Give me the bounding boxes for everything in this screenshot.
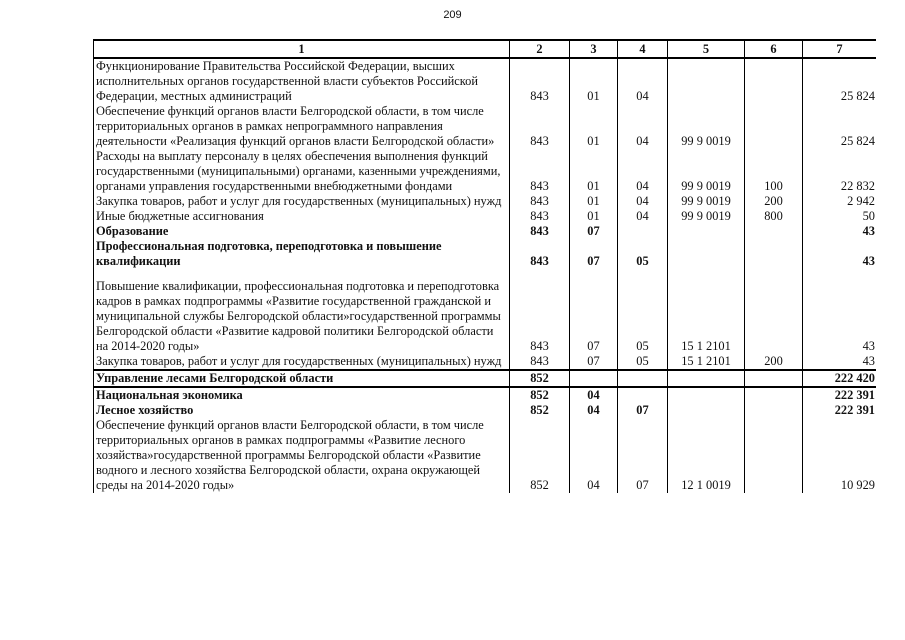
- row-col4-cell: 05: [618, 269, 668, 354]
- row-name-cell: Профессиональная подготовка, переподготовка и повышение квалификации: [94, 239, 510, 269]
- table-row: [94, 104, 877, 149]
- row-col5-cell: 99 9 0019: [668, 209, 745, 224]
- row-col3-cell: [570, 370, 618, 387]
- row-col2-cell: 843: [510, 104, 570, 149]
- row-col4-cell: 04: [618, 209, 668, 224]
- row-col5-cell: 15 1 2101: [668, 269, 745, 354]
- row-col2-cell: 843: [510, 224, 570, 239]
- row-col3-cell: 07: [570, 269, 618, 354]
- row-col2-cell: 852: [510, 387, 570, 403]
- table-row: [94, 387, 877, 403]
- row-col6-cell: [745, 269, 803, 354]
- row-col5-cell: 99 9 0019: [668, 149, 745, 194]
- row-col2-cell: 843: [510, 149, 570, 194]
- row-col3-cell: 01: [570, 104, 618, 149]
- table-row: [94, 403, 877, 418]
- table-row: [94, 418, 877, 493]
- row-col3-cell: 04: [570, 418, 618, 493]
- row-amount-cell: 2 942: [803, 194, 877, 209]
- row-name-cell: Расходы на выплату персоналу в целях обеспечения выполнения функций государственными (муниципальными) органами, казенными учреждениями, органами управления государственными внебюджетными фондами: [94, 149, 510, 194]
- row-amount-cell: 22 832: [803, 149, 877, 194]
- row-col2-cell: 852: [510, 418, 570, 493]
- row-col5-cell: 15 1 2101: [668, 354, 745, 370]
- budget-table-container: [93, 39, 876, 609]
- table-header-row: [94, 40, 877, 58]
- page-number: 209: [443, 9, 462, 21]
- table-row: [94, 224, 877, 239]
- row-col6-cell: [745, 370, 803, 387]
- row-col6-cell: [745, 58, 803, 104]
- row-col5-cell: [668, 239, 745, 269]
- row-col4-cell: 04: [618, 149, 668, 194]
- row-col3-cell: 01: [570, 58, 618, 104]
- row-col6-cell: [745, 239, 803, 269]
- row-name-cell: Управление лесами Белгородской области: [94, 370, 510, 387]
- row-col2-cell: 843: [510, 269, 570, 354]
- row-col5-cell: [668, 224, 745, 239]
- row-col4-cell: 07: [618, 418, 668, 493]
- table-row: [94, 354, 877, 370]
- row-col6-cell: 200: [745, 194, 803, 209]
- row-col3-cell: 01: [570, 149, 618, 194]
- row-col4-cell: [618, 370, 668, 387]
- row-col3-cell: 07: [570, 354, 618, 370]
- row-amount-cell: 43: [803, 354, 877, 370]
- row-col6-cell: [745, 403, 803, 418]
- row-col4-cell: 05: [618, 239, 668, 269]
- row-col2-cell: 843: [510, 209, 570, 224]
- row-col6-cell: [745, 387, 803, 403]
- row-amount-cell: 50: [803, 209, 877, 224]
- column-header-1: 1: [94, 40, 510, 58]
- row-amount-cell: 222 391: [803, 387, 877, 403]
- row-amount-cell: 25 824: [803, 58, 877, 104]
- row-name-cell: Лесное хозяйство: [94, 403, 510, 418]
- row-amount-cell: 222 391: [803, 403, 877, 418]
- row-col3-cell: 01: [570, 194, 618, 209]
- row-amount-cell: 25 824: [803, 104, 877, 149]
- row-col2-cell: 843: [510, 354, 570, 370]
- row-col3-cell: 01: [570, 209, 618, 224]
- table-row: [94, 239, 877, 269]
- row-col3-cell: 04: [570, 403, 618, 418]
- row-col5-cell: 99 9 0019: [668, 104, 745, 149]
- row-name-cell: Функционирование Правительства Российской Федерации, высших исполнительных органов государственной власти субъектов Российской Федерации, местных администраций: [94, 58, 510, 104]
- row-col6-cell: [745, 418, 803, 493]
- row-amount-cell: 43: [803, 224, 877, 239]
- row-name-cell: Закупка товаров, работ и услуг для государственных (муниципальных) нужд: [94, 354, 510, 370]
- row-name-cell: Повышение квалификации, профессиональная подготовка и переподготовка кадров в рамках подпрограммы «Развитие государственной гражданской и муниципальной службы Белгородской области»государственной программы Белгородской области «Развитие кадровой политики Белгородской области на 2014-2020 годы»: [94, 269, 510, 354]
- row-col5-cell: [668, 403, 745, 418]
- table-row: [94, 269, 877, 354]
- table-row: [94, 370, 877, 387]
- column-header-5: 5: [668, 40, 745, 58]
- row-col4-cell: 05: [618, 354, 668, 370]
- column-header-4: 4: [618, 40, 668, 58]
- row-col2-cell: 843: [510, 239, 570, 269]
- row-col5-cell: [668, 58, 745, 104]
- row-col3-cell: 07: [570, 239, 618, 269]
- row-col5-cell: 99 9 0019: [668, 194, 745, 209]
- row-col4-cell: [618, 224, 668, 239]
- column-header-3: 3: [570, 40, 618, 58]
- row-col3-cell: 07: [570, 224, 618, 239]
- table-row: [94, 209, 877, 224]
- row-col4-cell: 04: [618, 104, 668, 149]
- row-col2-cell: 843: [510, 194, 570, 209]
- row-col2-cell: 852: [510, 403, 570, 418]
- row-amount-cell: 43: [803, 239, 877, 269]
- row-col6-cell: [745, 224, 803, 239]
- row-col2-cell: 852: [510, 370, 570, 387]
- row-col6-cell: 200: [745, 354, 803, 370]
- row-amount-cell: 222 420: [803, 370, 877, 387]
- row-col4-cell: 04: [618, 58, 668, 104]
- column-header-2: 2: [510, 40, 570, 58]
- row-col4-cell: 07: [618, 403, 668, 418]
- row-name-cell: Обеспечение функций органов власти Белгородской области, в том числе территориальных органов в рамках подпрограммы «Развитие лесного хозяйства»государственной программы Белгородской области «Развитие водного и лесного хозяйства Белгородской области, охрана окружающей среды на 2014-2020 годы»: [94, 418, 510, 493]
- row-col4-cell: 04: [618, 194, 668, 209]
- column-header-7: 7: [803, 40, 877, 58]
- row-name-cell: Обеспечение функций органов власти Белгородской области, в том числе территориальных органов в рамках непрограммного направления деятельности «Реализация функций органов власти Белгородской области»: [94, 104, 510, 149]
- row-amount-cell: 10 929: [803, 418, 877, 493]
- row-col5-cell: [668, 387, 745, 403]
- table-row: [94, 194, 877, 209]
- row-col6-cell: 800: [745, 209, 803, 224]
- row-col3-cell: 04: [570, 387, 618, 403]
- table-row: [94, 149, 877, 194]
- column-header-6: 6: [745, 40, 803, 58]
- row-col5-cell: [668, 370, 745, 387]
- row-amount-cell: 43: [803, 269, 877, 354]
- row-col4-cell: [618, 387, 668, 403]
- row-name-cell: Национальная экономика: [94, 387, 510, 403]
- row-col5-cell: 12 1 0019: [668, 418, 745, 493]
- table-body: [94, 58, 877, 493]
- row-col2-cell: 843: [510, 58, 570, 104]
- row-name-cell: Образование: [94, 224, 510, 239]
- budget-table: [93, 39, 876, 493]
- table-row: [94, 58, 877, 104]
- row-name-cell: Иные бюджетные ассигнования: [94, 209, 510, 224]
- row-name-cell: Закупка товаров, работ и услуг для государственных (муниципальных) нужд: [94, 194, 510, 209]
- row-col6-cell: [745, 104, 803, 149]
- row-col6-cell: 100: [745, 149, 803, 194]
